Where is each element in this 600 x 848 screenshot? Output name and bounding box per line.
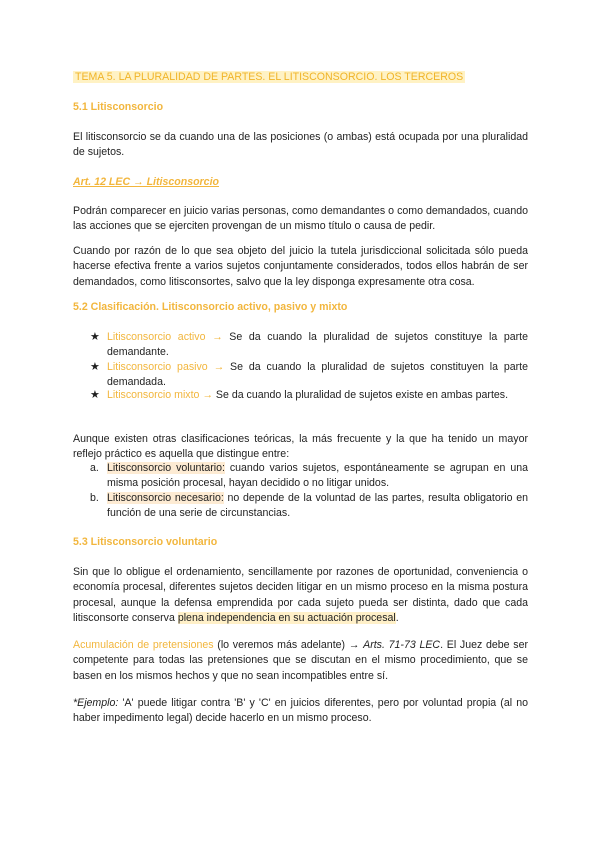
paragraph: El litisconsorcio se da cuando una de las posiciones (o ambas) está ocupada por una pluralidad de sujetos. — [73, 131, 528, 159]
list-item — [90, 388, 528, 403]
list-term: Litisconsorcio necesario: — [107, 492, 224, 504]
section-heading-5-1: 5.1 Litisconsorcio — [73, 101, 164, 113]
list-item — [90, 491, 528, 522]
section-heading-5-2: 5.2 Clasificación. Litisconsorcio activo, pasivo y mixto — [73, 301, 348, 313]
star-icon: ★ — [90, 361, 100, 373]
list-item — [90, 330, 528, 361]
list-marker: b. — [90, 492, 99, 504]
star-icon: ★ — [90, 331, 100, 343]
list-term: Litisconsorcio mixto → — [107, 389, 213, 401]
section-heading-5-3: 5.3 Litisconsorcio voluntario — [73, 536, 218, 548]
example-label: *Ejemplo: — [73, 697, 119, 709]
term: Acumulación de pretensiones — [73, 639, 214, 651]
highlight: plena independencia en su actuación procesal — [177, 612, 396, 625]
list-marker: a. — [90, 462, 99, 474]
paragraph: Acumulación de pretensiones (lo veremos más adelante) → Arts. 71-73 LEC. El Juez debe ser competente para todas las pretensiones que se discutan en el mismo procedimiento, que se basen en los mismos hechos y que no sean incompatibles entre sí. — [73, 639, 529, 682]
paragraph: Aunque existen otras clasificaciones teóricas, la más frecuente y la que ha tenido un mayor reflejo práctico es aquella que distingue entre: — [73, 433, 528, 461]
list-text: cuando varios sujetos, espontáneamente se agrupan en una misma posición procesal, hayan decidido o no litigar unidos. — [107, 462, 528, 490]
paragraph: Podrán comparecer en juicio varias personas, como demandantes o como demandados, cuando las acciones que se ejerciten provengan de un mismo título o causa de pedir. — [73, 205, 528, 233]
article-reference: Arts. 71-73 LEC — [363, 639, 441, 651]
list-text: Se da cuando la pluralidad de sujetos existe en ambas partes. — [212, 389, 509, 401]
list-term: Litisconsorcio voluntario: — [107, 462, 225, 474]
list-text: Se da cuando la pluralidad de sujetos constituye la parte demandante. — [107, 331, 528, 359]
list-term: Litisconsorcio activo → — [107, 331, 223, 343]
list-term: Litisconsorcio pasivo → — [107, 361, 225, 373]
list-item — [90, 461, 528, 492]
article-reference: Art. 12 LEC → Litisconsorcio — [73, 176, 219, 188]
list-text: no depende de la voluntad de las partes, resulta obligatorio en función de una serie de circunstancias. — [107, 492, 528, 520]
star-icon: ★ — [90, 389, 100, 401]
paragraph: Cuando por razón de lo que sea objeto del juicio la tutela jurisdiccional solicitada sólo pueda hacerse efectiva frente a varios sujetos conjuntamente considerados, todos ellos habrán de ser demandados, como litisconsortes, salvo que la ley disponga expresamente otra cosa. — [73, 245, 528, 288]
list-text: Se da cuando la pluralidad de sujetos constituyen la parte demandada. — [107, 361, 529, 389]
list-item — [90, 360, 528, 391]
example-paragraph: *Ejemplo: 'A' puede litigar contra 'B' y 'C' en juicios diferentes, pero por voluntad propia (al no haber impedimento legal) decide hacerlo en un mismo proceso. — [73, 697, 528, 725]
page-title: TEMA 5. LA PLURALIDAD DE PARTES. EL LITISCONSORCIO. LOS TERCEROS — [75, 71, 464, 83]
paragraph: Sin que lo obligue el ordenamiento, sencillamente por razones de oportunidad, conveniencia o economía procesal, diferentes sujetos deciden litigar en un mismo proceso en la misma postura procesal, aunque la defensa emprendida por cada sujeto pueda ser distinta, dado que cada litisconsorte conserva plena independencia en su actuación procesal. — [73, 566, 528, 625]
